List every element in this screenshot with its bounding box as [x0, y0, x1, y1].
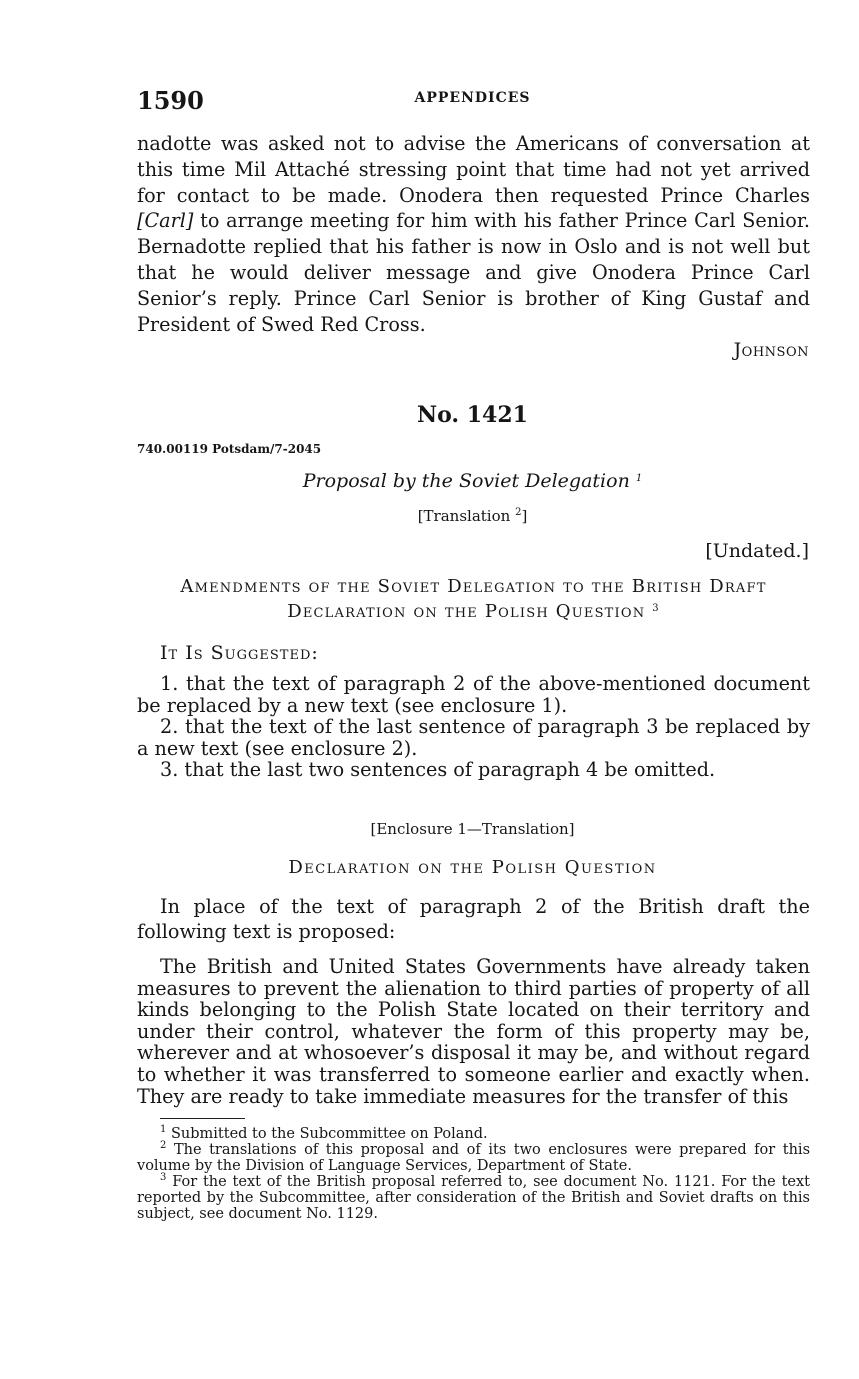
proposed-text: The British and United States Governments have already taken measures to prevent the alienation to third parties of property of all kinds belonging to the Polish State located on their territory and under their control, whatever the form of this property may be, wherever and at whosoever’s disposal it may be, and without regard to whether it was transferred to someone earlier and exactly when. They are ready to take immediate measures for the transfer of this — [137, 955, 810, 1108]
amendments-heading — [137, 574, 810, 624]
document-title-text: Proposal by the Soviet Delegation — [302, 470, 630, 492]
footnote-text: The translations of this proposal and of its two enclosures were prepared for this volume by the Division of Language Services, Department of State. — [137, 1142, 811, 1174]
page-number: 1590 — [137, 86, 204, 115]
enclosure-intro: In place of the text of paragraph 2 of the British draft the following text is proposed: — [137, 895, 810, 943]
translation-note-text: [Translation — [417, 507, 511, 525]
footnote-text: For the text of the British proposal referred to, see document No. 1121. For the text reported by the Subcommittee, after consideration of the British and Soviet drafts on this subject, see document No. 1129. — [137, 1174, 810, 1222]
declaration-heading: Declaration on the Polish Question — [288, 857, 657, 878]
document-date: [Undated.] — [705, 540, 809, 562]
footnote-ref-2: 2 — [515, 507, 522, 518]
footnote-mark: 3 — [160, 1172, 167, 1183]
document-number: No. 1421 — [417, 402, 528, 428]
footnote-mark: 2 — [160, 1140, 167, 1151]
footnote-ref-1: 1 — [635, 473, 643, 484]
amendments-heading-text: Amendments of the Soviet Delegation to the British Draft Declaration on the Polish Question — [180, 576, 767, 622]
file-reference: 740.00119 Potsdam/7-2045 — [137, 442, 322, 456]
signature: Johnson — [733, 339, 809, 361]
footnote — [137, 1174, 810, 1222]
footnote-mark: 1 — [160, 1124, 167, 1135]
continuation-text-start: nadotte was asked not to advise the Americans of conversation at this time Mil Attaché stressing point that time had not yet arrived for contact to be made. Onodera then requested Prince Charles — [137, 132, 810, 207]
suggested-intro: It Is Suggested: — [160, 642, 319, 664]
footnote-ref-3: 3 — [652, 603, 660, 614]
continuation-text-italic: [Carl] — [137, 209, 194, 233]
footnote — [137, 1126, 810, 1142]
amendment-item: 2. that the text of the last sentence of paragraph 3 be replaced by a new text (see enclosure 2). — [137, 715, 810, 760]
translation-note-close: ] — [521, 507, 528, 525]
continuation-paragraph — [137, 131, 810, 337]
footnote-divider — [160, 1118, 245, 1119]
amendment-item: 1. that the text of paragraph 2 of the above-mentioned document be replaced by a new text (see enclosure 1). — [137, 672, 810, 717]
footnotes — [137, 1126, 810, 1222]
translation-note — [0, 507, 859, 525]
footnote-text: Submitted to the Subcommittee on Poland. — [170, 1126, 488, 1142]
footnote — [137, 1142, 810, 1174]
enclosure-label: [Enclosure 1—Translation] — [370, 820, 575, 838]
amendment-list — [137, 673, 810, 781]
continuation-text-end: to arrange meeting for him with his father Prince Carl Senior. Bernadotte replied that his father is now in Oslo and is not well but that he would deliver message and give Onodera Prince Carl Senior’s reply. Prince Carl Senior is brother of King Gustaf and President of Swed Red Cross. — [137, 209, 810, 336]
amendment-item: 3. that the last two sentences of paragraph 4 be omitted. — [160, 758, 716, 781]
document-title — [0, 470, 859, 492]
running-title: APPENDICES — [414, 90, 531, 106]
